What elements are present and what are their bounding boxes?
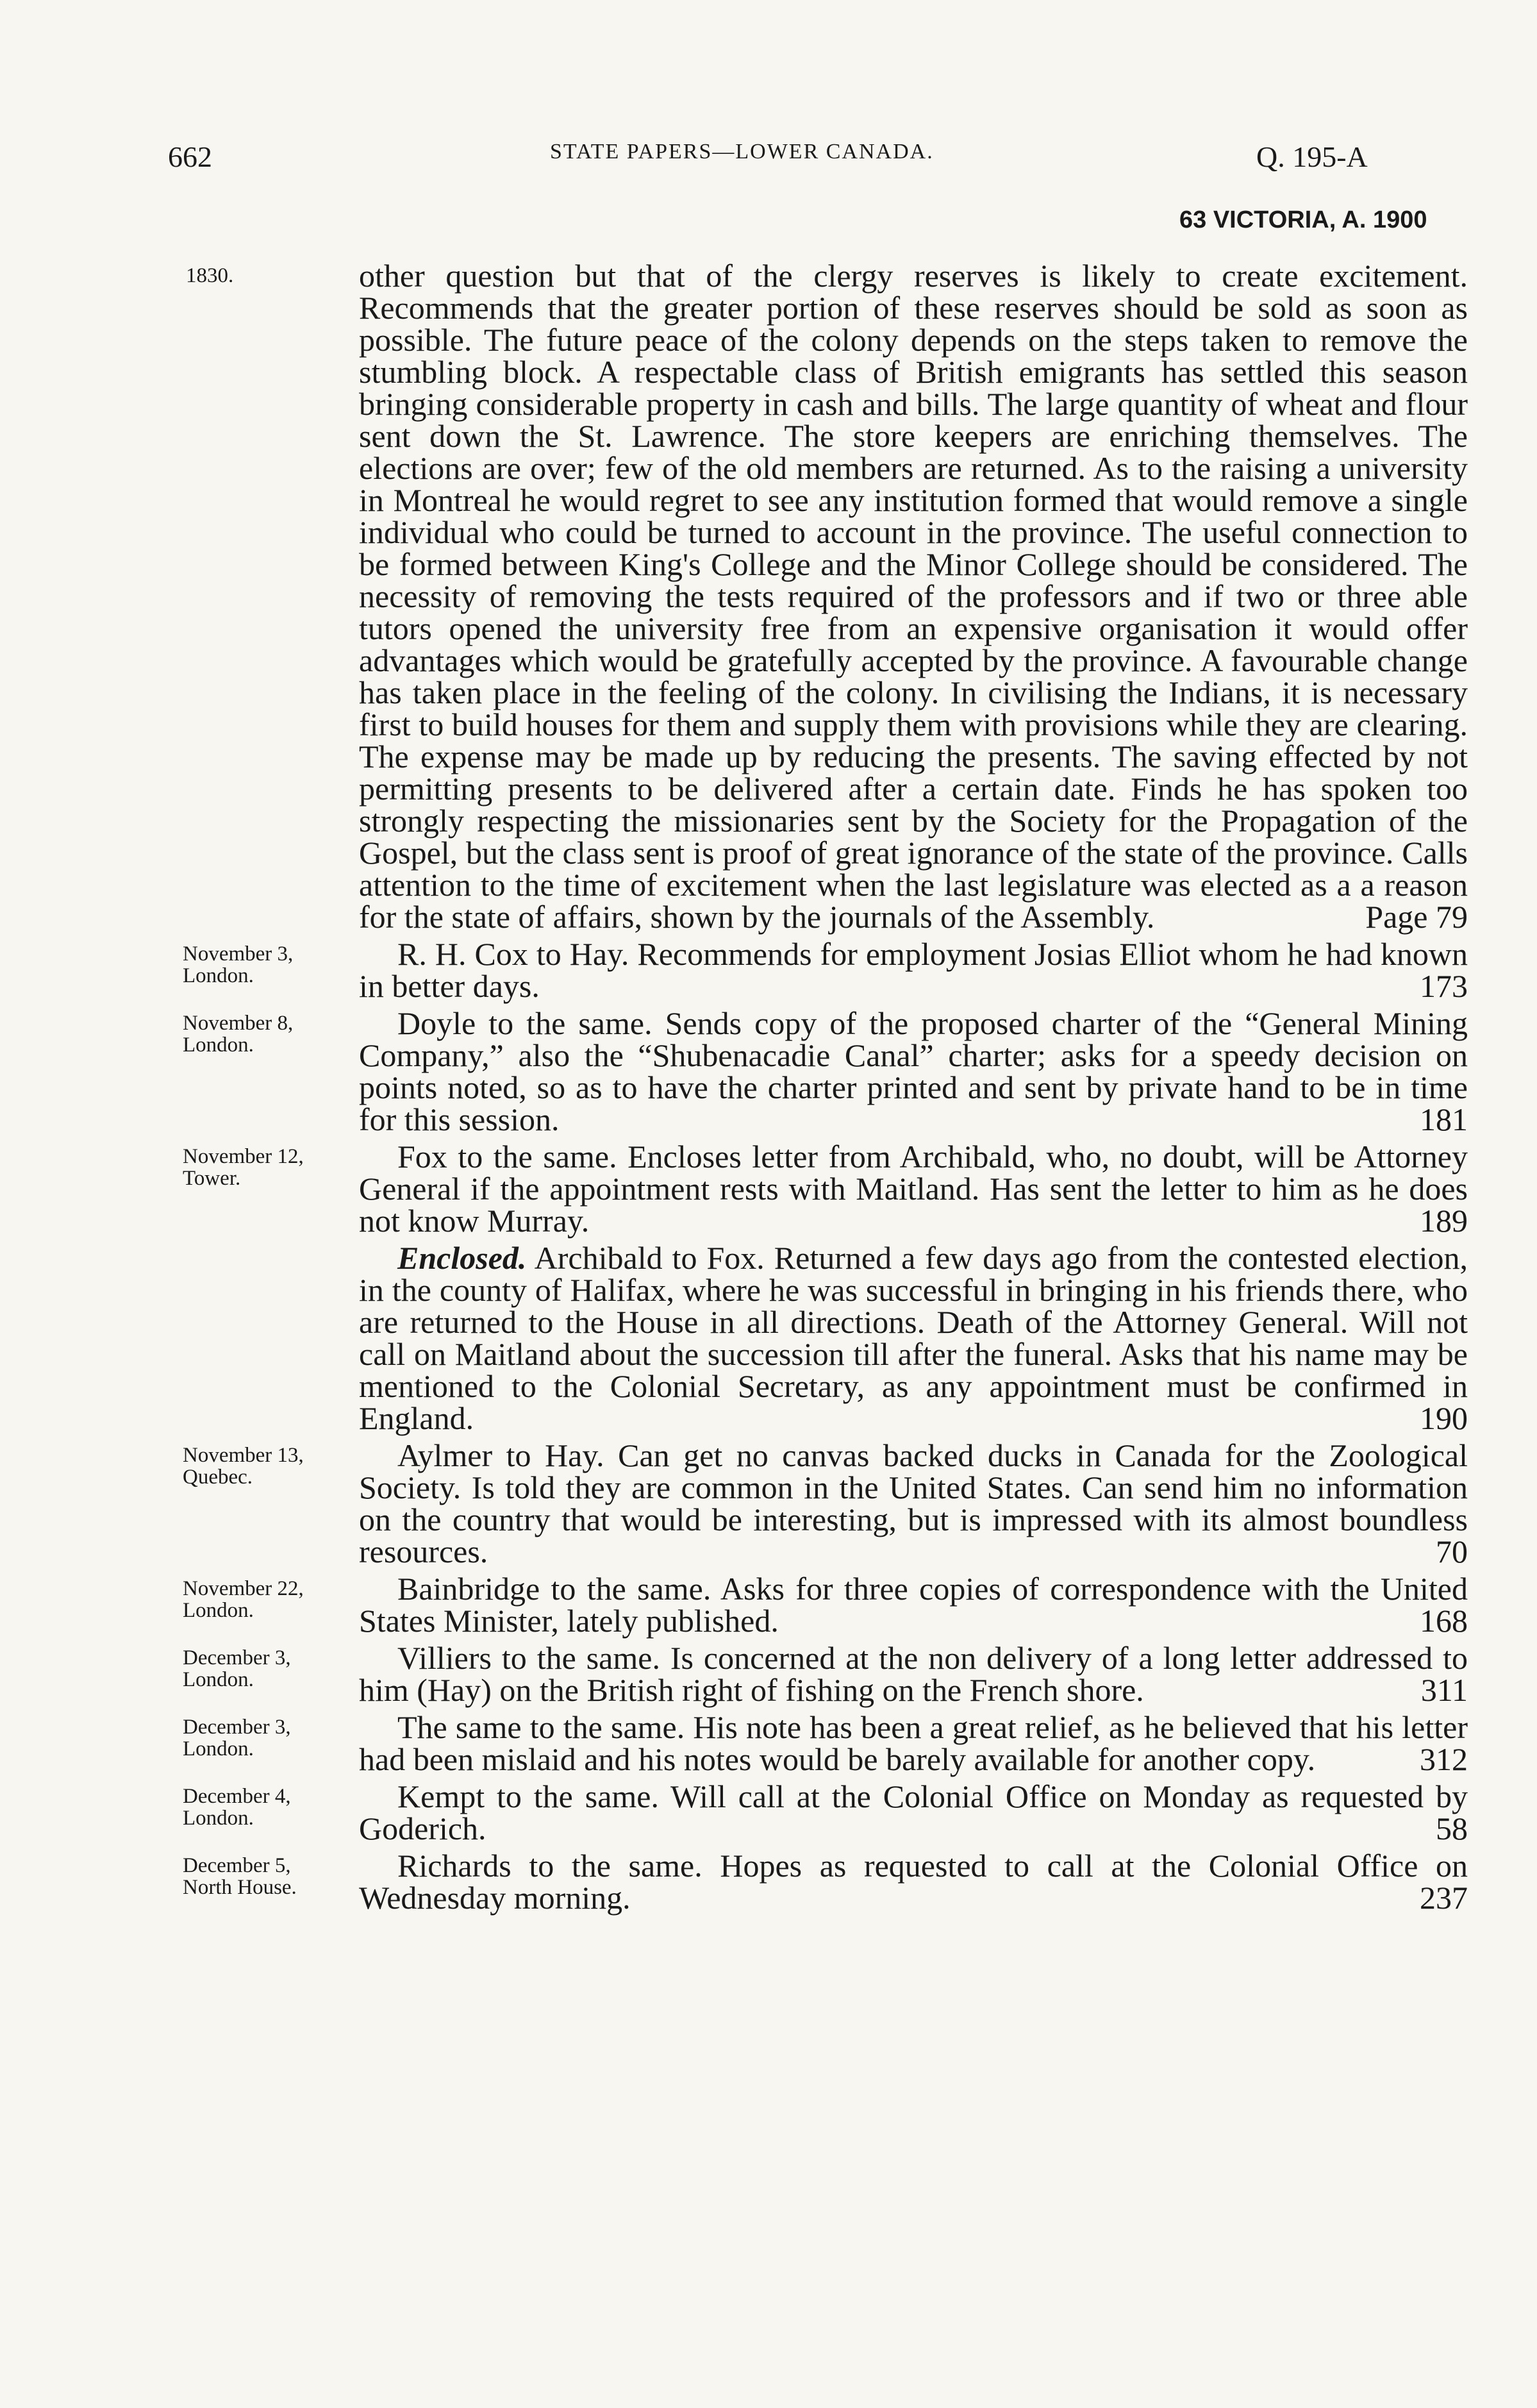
entry-text: Villiers to the same. Is concerned at the non delivery of a long letter addressed to him (Hay) on the British right of fishing on the French shore. [359,1640,1468,1708]
entry-date: November 12, [183,1145,304,1168]
margin-date [183,1785,356,1829]
entry-text: Aylmer to Hay. Can get no canvas backed ducks in Canada for the Zoological Society. Is told they are common in the United States. Can send him no information on the country that would be interesting, but is impressed with its almost boundless resources. [359,1437,1468,1569]
entry-3 [183,1139,1468,1239]
entry-text: Fox to the same. Encloses letter from Archibald, who, no doubt, will be Attorney General if the appointment rests with Maitland. Has sent the letter to him as he does not know Murray. [359,1139,1468,1239]
entry-text: Richards to the same. Hopes as requested to call at the Colonial Office on Wednesday morning. [359,1848,1468,1916]
intro-paragraph [359,260,1468,933]
entry-text-block [359,1439,1468,1568]
entry-date: December 3, [183,1646,291,1669]
entry-5 [183,1437,1468,1569]
page-reference: 168 [1420,1603,1468,1639]
enclosed-label: Enclosed. [397,1240,527,1276]
entry-text: The same to the same. His note has been a great relief, as he believed that his letter had been mislaid and his notes would be barely available for another copy. [359,1709,1468,1777]
entry-enclosed [359,1242,1468,1434]
page-reference: 181 [1420,1101,1468,1137]
page-reference: 70 [1436,1534,1468,1569]
entry-place: London. [183,1807,254,1830]
running-title: STATE PAPERS—LOWER CANADA. [550,140,934,163]
entry-text: Archibald to Fox. Returned a few days ago from the contested election, in the county of Halifax, where he was successful in bringing in his friends there, who are returned to the House in all directions. Death of the Attorney General. Will not call on Maitland about the succession till after the funeral. Asks that his name may be mentioned to the Colonial Secretary, as any appointment must be confirmed in England. [359,1240,1468,1436]
entry-text-block [359,1711,1468,1775]
margin-date [183,1716,356,1760]
page-reference: 190 [1420,1400,1468,1436]
entry-text-block [359,1642,1468,1706]
margin-date [183,1578,356,1621]
entry-date: November 22, [183,1577,304,1600]
entry-text-block [359,938,1468,1002]
page-reference: 237 [1420,1880,1468,1916]
entry-text-block [359,1141,1468,1237]
margin-date [183,1444,356,1488]
margin-date [183,1012,356,1056]
entry-date: November 3, [183,942,294,966]
entry-9 [183,1778,1468,1846]
page-reference: 58 [1436,1810,1468,1846]
entry-place: London. [183,1033,254,1057]
page-reference: 311 [1420,1672,1468,1708]
entry-place: London. [183,1737,254,1760]
entry-date: December 4, [183,1785,291,1808]
entry-2 [183,1005,1468,1137]
margin-date [183,943,356,987]
entry-place: London. [183,964,254,987]
margin-date [183,1855,356,1898]
page-reference: Page 79 [1365,899,1468,935]
intro-text: other question but that of the clergy reserves is likely to create excitement. Recommends that the greater portion of these reserves should be sold as soon as possible. The future peace of the colony depends on the steps taken to remove the stumbling block. A respectable class of British emigrants has settled this season bringing considerable property in cash and bills. The large quantity of wheat and flour sent down the St. Lawrence. The store keepers are enriching themselves. The elections are over; few of the old members are returned. As to the raising a university in Montreal he would regret to see any institution formed that would remove a single individual who could be turned to account in the province. The useful connection to be formed between King's College and the Minor College should be considered. The necessity of removing the tests required of the professors and if two or three able tutors opened the university free from an expensive organisation it would offer advantages which would be gratefully accepted by the province. A favourable change has taken place in the feeling of the colony. In civilising the Indians, it is necessary first to build houses for them and supply them with provisions while they are clearing. The expense may be made up by reducing the presents. The saving effected by not permitting presents to be delivered after a certain date. Finds he has spoken too strongly respecting the missionaries sent by the Society for the Propagation of the Gospel, but the class sent is proof of great ignorance of the state of the province. Calls attention to the time of excitement when the last legislature was elected as a a reason for the state of affairs, shown by the journals of the Assembly. [359,258,1468,935]
entry-date: November 8, [183,1012,294,1035]
entry-text-block [359,1850,1468,1914]
entry-place: Tower. [183,1167,241,1190]
page-reference: 312 [1420,1741,1468,1777]
entry-date: December 3, [183,1716,291,1739]
entry-1 [183,936,1468,1004]
entry-text: R. H. Cox to Hay. Recommends for employment Josias Elliot whom he had known in better days. [359,936,1468,1004]
entry-place: London. [183,1668,254,1691]
entry-8 [183,1709,1468,1777]
page-number: 662 [168,140,212,173]
margin-date [183,1647,356,1691]
entry-text: Bainbridge to the same. Asks for three copies of correspondence with the United States Minister, lately published. [359,1571,1468,1639]
entry-date: November 13, [183,1444,304,1467]
entry-place: London. [183,1599,254,1622]
entry-text: Doyle to the same. Sends copy of the proposed charter of the “General Mining Company,” also the “Shubenacadie Canal” charter; asks for a speedy decision on points noted, so as to have the charter printed and sent by private hand to be in time for this session. [359,1005,1468,1137]
entry-place: North House. [183,1876,297,1899]
margin-date [183,1146,356,1189]
entry-place: Quebec. [183,1466,253,1489]
entry-date: December 5, [183,1854,291,1877]
entry-text-block [359,1242,1468,1434]
session-label: 63 VICTORIA, A. 1900 [1179,206,1427,233]
entry-6 [183,1571,1468,1639]
page-reference: 189 [1420,1203,1468,1239]
entry-text-block [359,1780,1468,1844]
document-reference: Q. 195-A [1256,140,1368,173]
entry-10 [183,1848,1468,1916]
entry-text-block [359,1007,1468,1135]
entry-text-block [359,1573,1468,1637]
page-reference: 173 [1420,968,1468,1004]
entry-7 [183,1640,1468,1708]
year-label: 1830. [186,264,234,287]
entry-text: Kempt to the same. Will call at the Colonial Office on Monday as requested by Goderich. [359,1778,1468,1846]
